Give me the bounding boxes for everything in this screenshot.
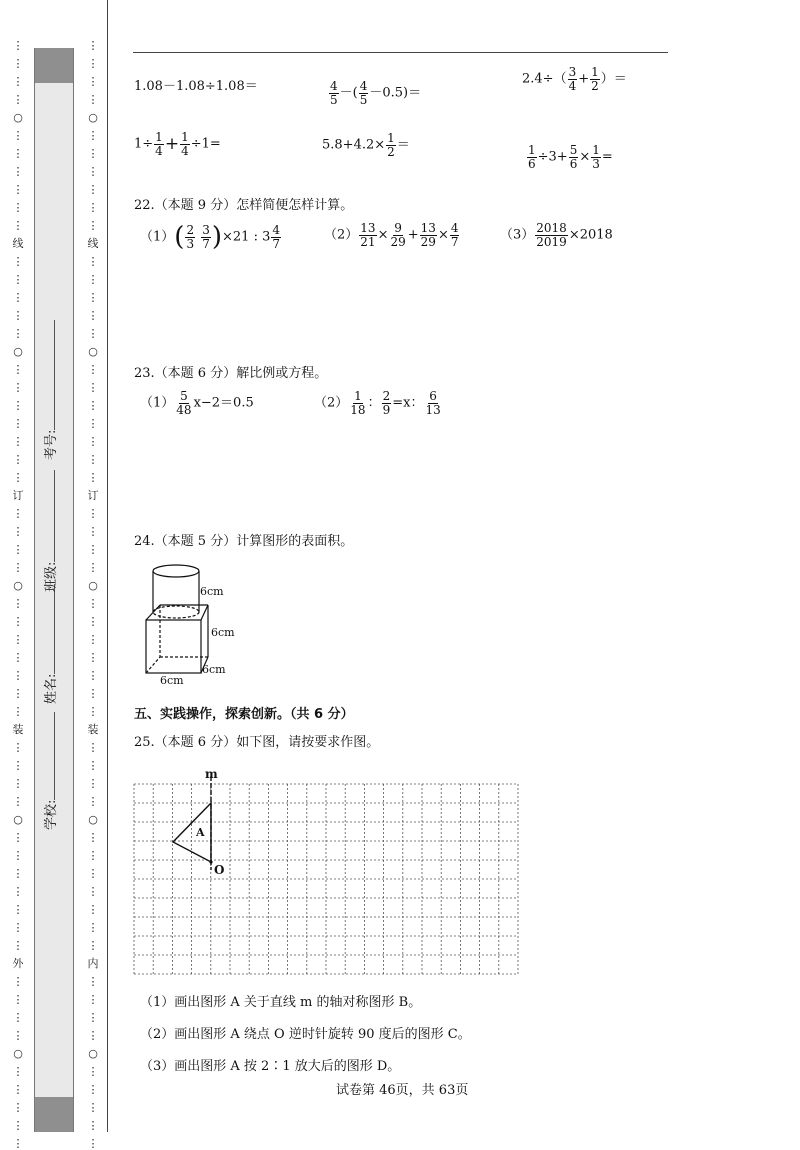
- margin-dots: ⋮: [87, 417, 99, 430]
- margin-dots: ⋮: [87, 363, 99, 376]
- margin-dots: ⋮: [87, 795, 99, 808]
- margin-dots: ⋮: [12, 1119, 24, 1132]
- margin-dots: ⋮: [12, 291, 24, 304]
- margin-dots: ⋮: [12, 201, 24, 214]
- margin-dots: ⋮: [87, 165, 99, 178]
- school-field: [40, 712, 59, 830]
- margin-circle: ○: [13, 579, 23, 592]
- fraction: $\frac{2}{9}$: [382, 389, 391, 417]
- q21-expr-e: 5.8+4.2× $\frac{1}{2}$ ＝: [322, 131, 410, 159]
- q25-step-3: （3）画出图形 A 按 2∶1 放大后的图形 D。: [140, 1059, 401, 1074]
- class-label: 班级:: [44, 561, 59, 592]
- margin-dots: ⋮: [12, 327, 24, 340]
- margin-dots: ⋮: [87, 777, 99, 790]
- margin-dots: ⋮: [87, 741, 99, 754]
- margin-dots: ⋮: [87, 669, 99, 682]
- margin-dots: ⋮: [12, 507, 24, 520]
- strip-cap-top: [35, 48, 73, 83]
- q21-expr-b: $\frac{4}{5}$ －( $\frac{4}{5}$ －0.5)＝: [330, 79, 422, 107]
- margin-dots: ⋮: [87, 219, 99, 232]
- margin-dots: ⋮: [87, 291, 99, 304]
- margin-dots: ⋮: [12, 759, 24, 772]
- fraction: $\frac{1}{2}$: [591, 65, 599, 93]
- q25-step-1: （1）画出图形 A 关于直线 m 的轴对称图形 B。: [140, 995, 422, 1010]
- fraction: $\frac{2018}{2019}$: [536, 221, 567, 249]
- margin-dots: ⋮: [12, 777, 24, 790]
- line-m-label: m: [205, 767, 218, 781]
- fraction: $\frac{3}{4}$: [568, 65, 577, 93]
- margin-dots: ⋮: [87, 1011, 99, 1024]
- margin-dots: ⋮: [12, 939, 24, 952]
- margin-mark: 订: [87, 489, 99, 502]
- margin-dots: ⋮: [87, 849, 99, 862]
- margin-dots: ⋮: [12, 1029, 24, 1042]
- margin-circle: ○: [88, 1047, 98, 1060]
- margin-dots: ⋮: [12, 165, 24, 178]
- cylinder-cube-figure: [138, 560, 258, 688]
- margin-dots: ⋮: [87, 525, 99, 538]
- fraction: $\frac{1}{4}$: [181, 130, 189, 158]
- margin-dots: ⋮: [87, 129, 99, 142]
- margin-dots: ⋮: [12, 57, 24, 70]
- margin-dots: ⋮: [12, 417, 24, 430]
- margin-dots: ⋮: [87, 1065, 99, 1078]
- margin-dots: ⋮: [87, 903, 99, 916]
- margin-dots: ⋮: [12, 93, 24, 106]
- exam-no-field: [40, 320, 59, 460]
- q25-step-2: （2）画出图形 A 绕点 O 逆时针旋转 90 度后的图形 C。: [140, 1027, 471, 1042]
- margin-dots: ⋮: [87, 975, 99, 988]
- margin-mark: 装: [12, 723, 24, 736]
- margin-dots: ⋮: [12, 471, 24, 484]
- margin-dots: ⋮: [87, 1083, 99, 1096]
- fraction: $\frac{1}{3}$: [592, 143, 600, 171]
- margin-dots: ⋮: [12, 525, 24, 538]
- margin-dots: ⋮: [87, 705, 99, 718]
- margin-dots: ⋮: [87, 867, 99, 880]
- margin-dots: ⋮: [12, 597, 24, 610]
- name-underline[interactable]: [42, 584, 55, 674]
- margin-dots: ⋮: [87, 381, 99, 394]
- margin-dots: ⋮: [87, 1119, 99, 1132]
- margin-dots: ⋮: [87, 615, 99, 628]
- margin-dots: ⋮: [87, 1029, 99, 1042]
- margin-mark: 线: [87, 237, 99, 250]
- margin-dots: ⋮: [87, 561, 99, 574]
- cube-hidden-edge: [146, 657, 160, 673]
- margin-dots: ⋮: [87, 939, 99, 952]
- fraction: $\frac{6}{13}$: [425, 389, 441, 417]
- margin-dots: ⋮: [12, 1011, 24, 1024]
- margin-dots: ⋮: [12, 867, 24, 880]
- fraction: $\frac{1}{2}$: [387, 131, 395, 159]
- fraction: $\frac{5}{48}$: [176, 389, 192, 417]
- inner-dot-column: [86, 39, 100, 1150]
- fraction: $\frac{9}{29}$: [390, 221, 406, 249]
- margin-dots: ⋮: [87, 1137, 99, 1150]
- margin-dots: ⋮: [87, 1101, 99, 1114]
- margin-dots: ⋮: [87, 309, 99, 322]
- margin-dots: ⋮: [12, 849, 24, 862]
- margin-dots: ⋮: [12, 993, 24, 1006]
- q21-expr-a: 1.08－1.08÷1.08＝: [134, 79, 258, 94]
- cylinder-top: [153, 565, 199, 577]
- exam-no-underline[interactable]: [42, 320, 55, 430]
- margin-dots: ⋮: [12, 1083, 24, 1096]
- margin-dots: ⋮: [12, 741, 24, 754]
- fraction: $\frac{13}{29}$: [420, 221, 436, 249]
- margin-dots: ⋮: [12, 399, 24, 412]
- fraction: $\frac{1}{4}$: [155, 130, 163, 158]
- margin-dots: ⋮: [12, 381, 24, 394]
- cube-front: [146, 620, 201, 673]
- school-label: 学校:: [44, 799, 59, 830]
- margin-dots: ⋮: [12, 453, 24, 466]
- margin-circle: ○: [13, 813, 23, 826]
- margin-circle: ○: [88, 813, 98, 826]
- q24-title: 24.（本题 5 分）计算图形的表面积。: [134, 534, 354, 549]
- margin-dots: ⋮: [12, 975, 24, 988]
- cube-height-label: 6cm: [211, 626, 235, 639]
- margin-dots: ⋮: [12, 687, 24, 700]
- name-label: 姓名:: [44, 673, 59, 704]
- fraction: $\frac{2}{3}$: [186, 222, 195, 251]
- point-o-label: O: [214, 863, 225, 877]
- fraction: $\frac{4}{5}$: [330, 79, 338, 107]
- margin-dots: ⋮: [87, 687, 99, 700]
- margin-circle: ○: [88, 345, 98, 358]
- point-o: [209, 860, 212, 863]
- margin-dots: ⋮: [87, 183, 99, 196]
- margin-dots: ⋮: [87, 93, 99, 106]
- margin-dots: ⋮: [87, 147, 99, 160]
- margin-dots: ⋮: [12, 1101, 24, 1114]
- shape-a-label: A: [196, 826, 205, 839]
- margin-dots: ⋮: [12, 309, 24, 322]
- q22-title: 22.（本题 9 分）怎样简便怎样计算。: [134, 198, 354, 213]
- cube-width-label: 6cm: [160, 674, 184, 687]
- margin-mark: 装: [87, 723, 99, 736]
- margin-dots: ⋮: [12, 129, 24, 142]
- fraction: $\frac{4}{7}$: [450, 221, 459, 249]
- margin-dots: ⋮: [12, 651, 24, 664]
- margin-dots: ⋮: [12, 183, 24, 196]
- margin-dots: ⋮: [12, 903, 24, 916]
- q21-expr-d: 1÷ $\frac{1}{4}$ + $\frac{1}{4}$ ÷1=: [134, 130, 221, 158]
- margin-dots: ⋮: [87, 453, 99, 466]
- margin-dots: ⋮: [12, 615, 24, 628]
- margin-mark: 外: [12, 957, 24, 970]
- margin-dots: ⋮: [12, 543, 24, 556]
- outer-dot-column: [11, 39, 25, 1150]
- margin-dots: ⋮: [87, 435, 99, 448]
- margin-dots: ⋮: [12, 1137, 24, 1150]
- school-underline[interactable]: [42, 712, 55, 800]
- cube-depth-label: 6cm: [202, 663, 226, 676]
- margin-dots: ⋮: [87, 75, 99, 88]
- triangle-a: [173, 803, 211, 862]
- margin-mark: 线: [12, 237, 24, 250]
- margin-dots: ⋮: [12, 921, 24, 934]
- margin-dots: ⋮: [87, 57, 99, 70]
- margin-circle: ○: [13, 345, 23, 358]
- margin-dots: ⋮: [12, 705, 24, 718]
- q22-part1: （1）( $\frac{2}{3}$ $\frac{3}{7}$ )×21 : 3 $\frac{4}{7}$: [140, 222, 281, 252]
- margin-dots: ⋮: [12, 561, 24, 574]
- margin-dots: ⋮: [87, 201, 99, 214]
- class-underline[interactable]: [42, 470, 55, 562]
- fraction: $\frac{1}{18}$: [350, 389, 366, 417]
- margin-dots: ⋮: [87, 39, 99, 52]
- margin-dots: ⋮: [87, 993, 99, 1006]
- margin-dots: ⋮: [12, 885, 24, 898]
- margin-dots: ⋮: [87, 273, 99, 286]
- margin-dots: ⋮: [87, 597, 99, 610]
- margin-dots: ⋮: [87, 885, 99, 898]
- strip-cap-bottom: [35, 1097, 73, 1132]
- margin-mark: 订: [12, 489, 24, 502]
- header-line: [133, 52, 668, 53]
- margin-dots: ⋮: [12, 363, 24, 376]
- margin-dots: ⋮: [87, 255, 99, 268]
- margin-circle: ○: [88, 579, 98, 592]
- margin-dots: ⋮: [87, 759, 99, 772]
- margin-circle: ○: [13, 1047, 23, 1060]
- margin-dots: ⋮: [87, 921, 99, 934]
- q21-expr-c: 2.4÷（ $\frac{3}{4}$ + $\frac{1}{2}$ ）＝: [522, 65, 627, 93]
- name-field: [40, 584, 59, 704]
- margin-dots: ⋮: [87, 651, 99, 664]
- q23-title: 23.（本题 6 分）解比例或方程。: [134, 366, 328, 381]
- margin-dots: ⋮: [12, 75, 24, 88]
- fraction: $\frac{5}{6}$: [569, 143, 578, 171]
- margin-dots: ⋮: [87, 507, 99, 520]
- q23-part2: （2） $\frac{1}{18}$ ： $\frac{2}{9}$ =x： $\frac{6}{13}$: [314, 389, 441, 417]
- margin-dots: ⋮: [12, 39, 24, 52]
- exam-no-label: 考号:: [44, 429, 59, 460]
- margin-dots: ⋮: [87, 831, 99, 844]
- margin-dots: ⋮: [12, 1065, 24, 1078]
- cylinder-height-label: 6cm: [200, 585, 224, 598]
- drawing-grid[interactable]: [130, 766, 522, 978]
- section5-heading: 五、实践操作，探索创新。（共 6 分）: [134, 707, 354, 722]
- fraction: $\frac{4}{5}$: [359, 79, 368, 107]
- margin-circle: ○: [88, 111, 98, 124]
- margin-circle: ○: [13, 111, 23, 124]
- q22-part3: （3） $\frac{2018}{2019}$ ×2018: [500, 221, 613, 249]
- fraction: $\frac{3}{7}$: [202, 222, 210, 251]
- page-footer: 试卷第 46页，共 63页: [336, 1083, 469, 1098]
- class-field: [40, 470, 59, 592]
- margin-dots: ⋮: [12, 669, 24, 682]
- q22-part2: （2） $\frac{13}{21}$ × $\frac{9}{29}$ + $\frac{13}{29}$ × $\frac{4}{7}$: [324, 221, 459, 249]
- margin-dots: ⋮: [12, 147, 24, 160]
- fraction: $\frac{13}{21}$: [360, 221, 376, 249]
- margin-dots: ⋮: [12, 633, 24, 646]
- q25-title: 25.（本题 6 分）如下图，请按要求作图。: [134, 735, 380, 750]
- margin-dots: ⋮: [87, 327, 99, 340]
- margin-dots: ⋮: [12, 795, 24, 808]
- margin-dots: ⋮: [87, 543, 99, 556]
- margin-dots: ⋮: [12, 831, 24, 844]
- margin-rule: [107, 0, 108, 1132]
- margin-dots: ⋮: [87, 471, 99, 484]
- margin-dots: ⋮: [12, 219, 24, 232]
- q21-expr-f: $\frac{1}{6}$ ÷3+ $\frac{5}{6}$ × $\frac{1}{3}$ =: [528, 143, 613, 171]
- cube-edge: [201, 605, 208, 620]
- q23-part1: （1） $\frac{5}{48}$ x−2＝0.5: [140, 389, 254, 417]
- margin-dots: ⋮: [12, 255, 24, 268]
- fraction: $\frac{1}{6}$: [528, 143, 536, 171]
- margin-dots: ⋮: [87, 399, 99, 412]
- margin-dots: ⋮: [12, 435, 24, 448]
- margin-dots: ⋮: [12, 273, 24, 286]
- fraction: $\frac{4}{7}$: [272, 222, 281, 251]
- margin-dots: ⋮: [87, 633, 99, 646]
- margin-mark: 内: [87, 957, 99, 970]
